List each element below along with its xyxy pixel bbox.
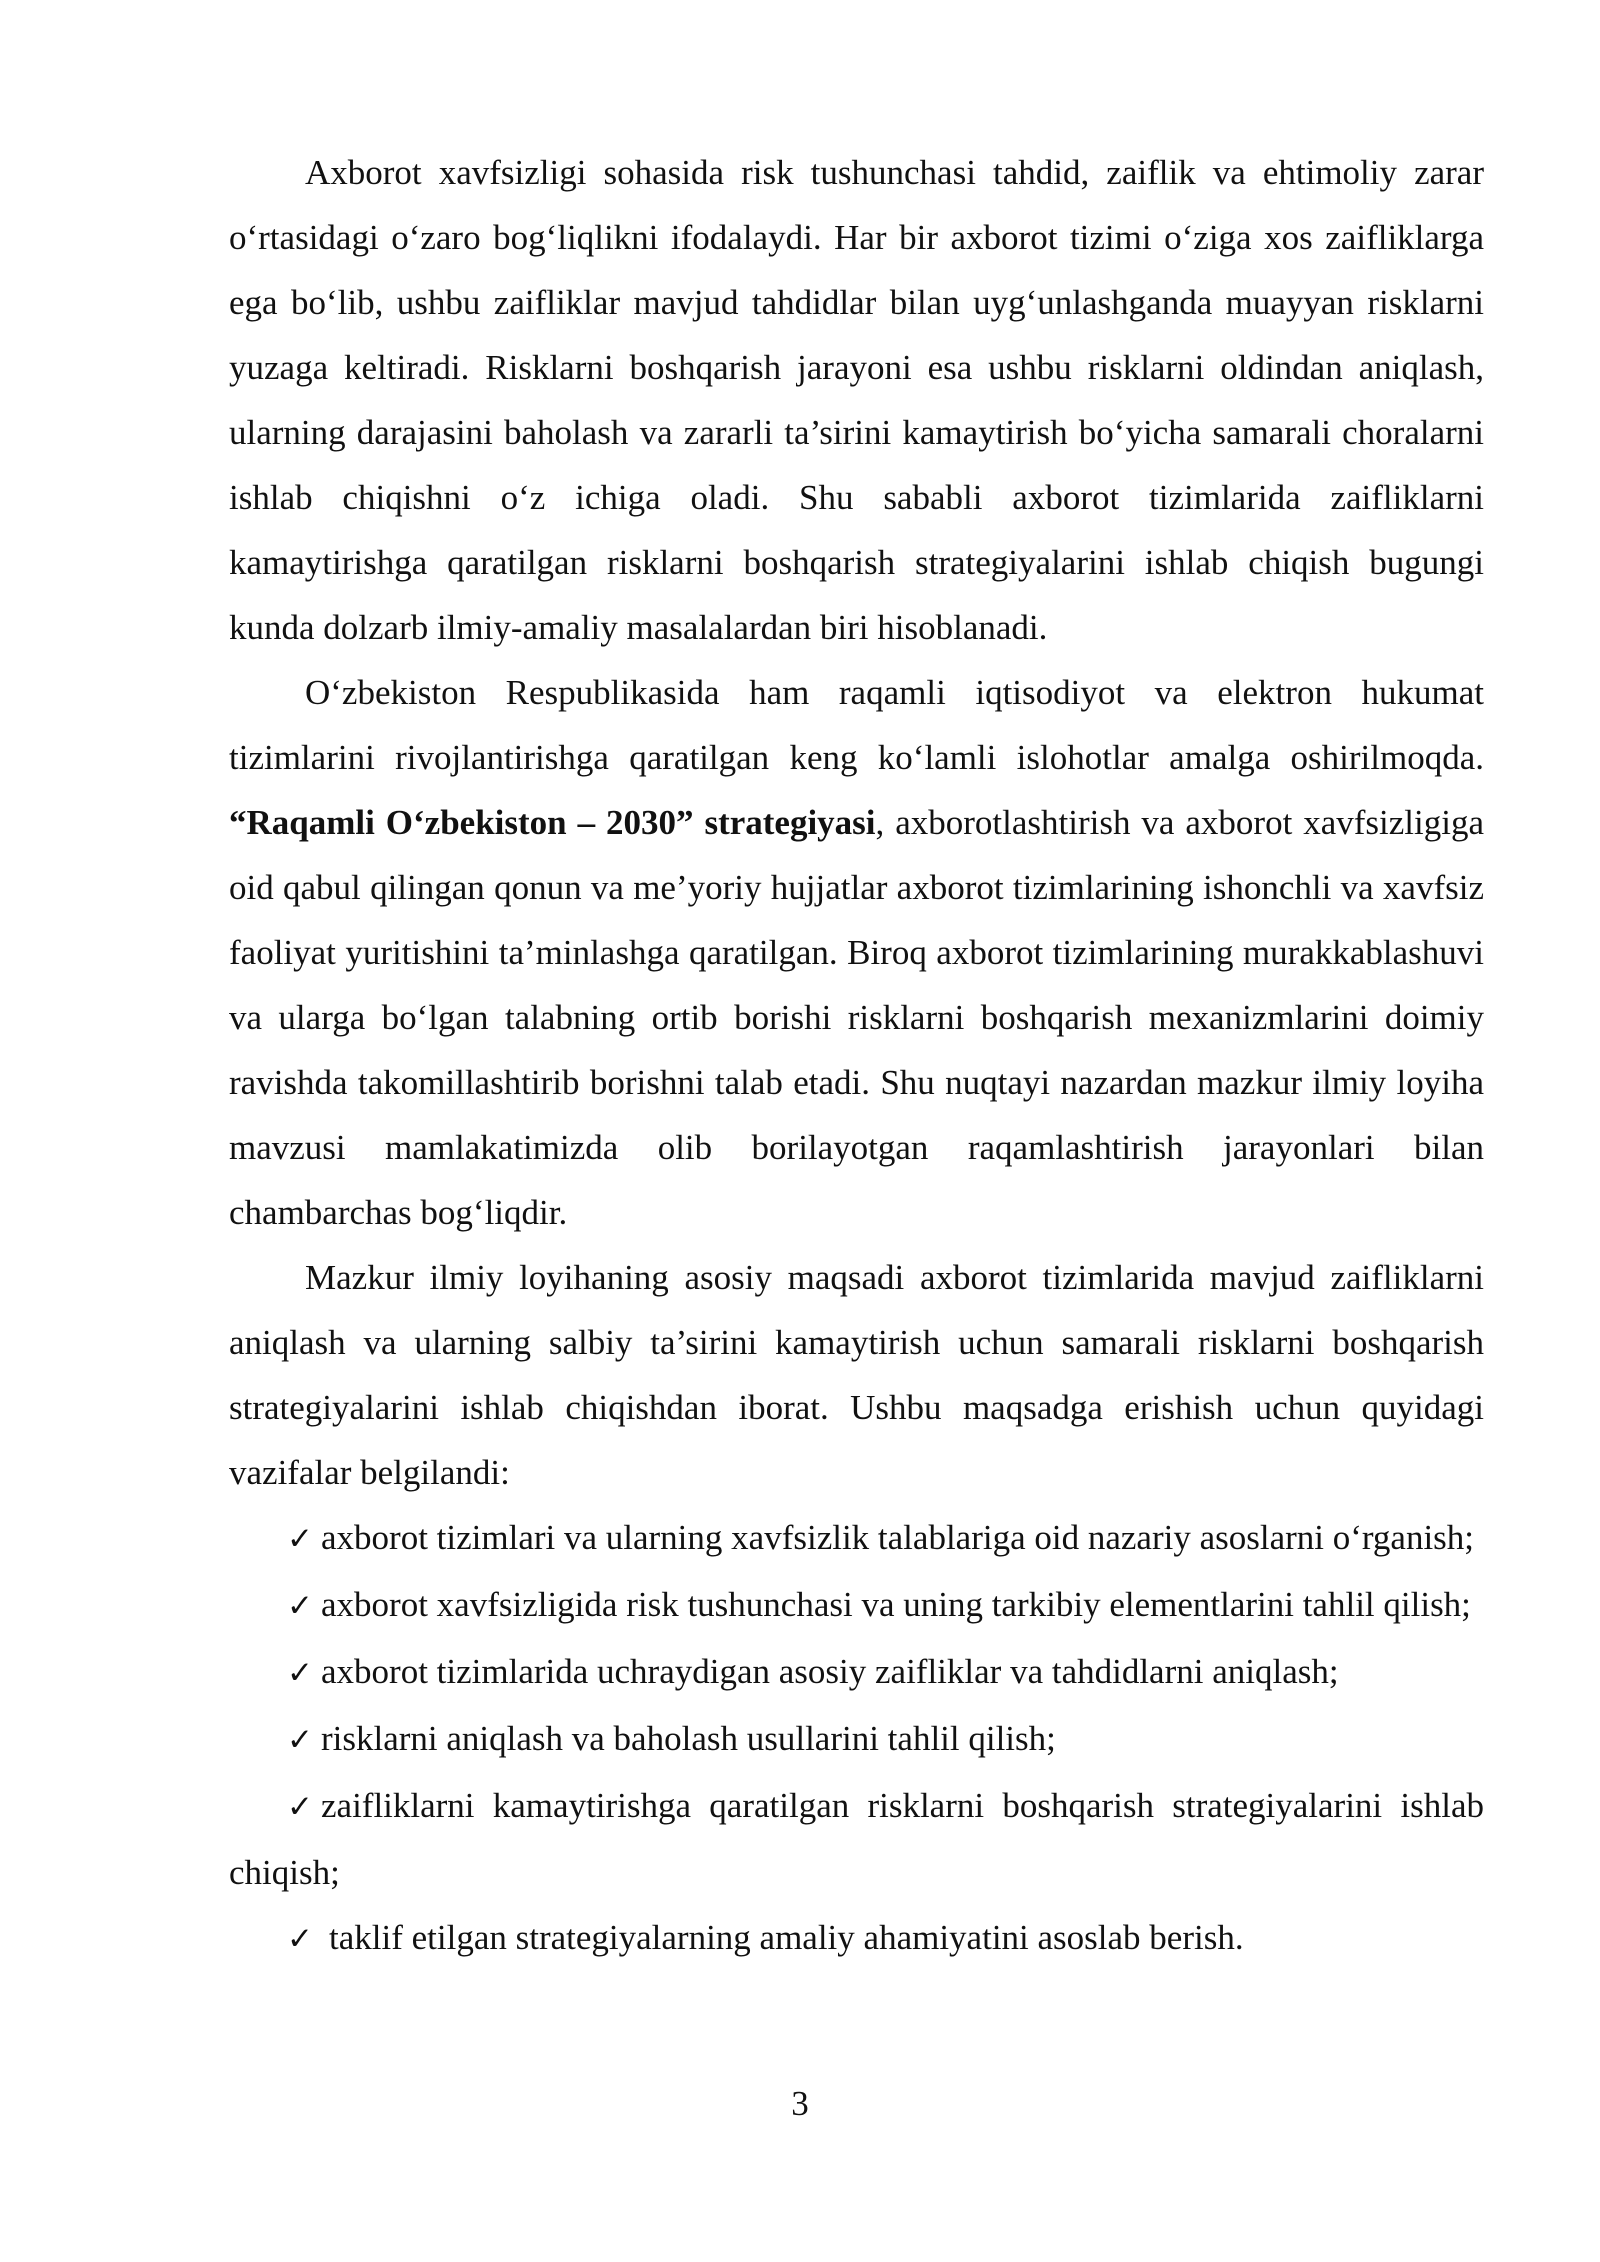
task-item: [229, 1706, 1484, 1773]
check-icon: ✓: [287, 1789, 313, 1825]
task-item: [229, 1773, 1484, 1905]
task-list: [229, 1505, 1484, 1972]
strategy-title-bold: “Raqamli O‘zbekiston – 2030” strategiyasi: [229, 803, 876, 842]
task-text: axborot tizimlarida uchraydigan asosiy zaifliklar va tahdidlarni aniqlash;: [321, 1652, 1339, 1691]
check-icon: ✓: [287, 1921, 313, 1957]
paragraph-risk-concept: Axborot xavfsizligi sohasida risk tushunchasi tahdid, zaiflik va ehtimoliy zarar o‘rtasidagi o‘zaro bog‘liqlikni ifodalaydi. Har bir axborot tizimi o‘ziga xos zaifliklarga ega bo‘lib, ushbu zaifliklar mavjud tahdidlar bilan uyg‘unlashganda muayyan risklarni yuzaga keltiradi. Risklarni boshqarish jarayoni esa ushbu risklarni oldindan aniqlash, ularning darajasini baholash va zararli ta’sirini kamaytirish bo‘yicha samarali choralarni ishlab chiqishni o‘z ichiga oladi. Shu sababli axborot tizimlarida zaifliklarni kamaytirishga qaratilgan risklarni boshqarish strategiyalarini ishlab chiqish bugungi kunda dolzarb ilmiy-amaliy masalalardan biri hisoblanadi.: [229, 153, 1484, 647]
paragraph-uzbekistan-reforms: [229, 660, 1484, 1245]
task-item: [229, 1505, 1484, 1572]
check-icon: ✓: [287, 1722, 313, 1758]
task-text: risklarni aniqlash va baholash usullarini tahlil qilish;: [321, 1719, 1056, 1758]
task-text: zaifliklarni kamaytirishga qaratilgan risklarni boshqarish strategiyalarini ishlab chiqish;: [229, 1786, 1484, 1892]
task-item: [229, 1572, 1484, 1639]
check-icon: ✓: [287, 1655, 313, 1691]
page-number: 3: [791, 2084, 809, 2123]
task-text: axborot tizimlari va ularning xavfsizlik talablariga oid nazariy asoslarni o‘rganish;: [321, 1518, 1475, 1557]
task-text: taklif etilgan strategiyalarning amaliy ahamiyatini asoslab berish.: [329, 1918, 1244, 1957]
paragraph-project-goal: Mazkur ilmiy loyihaning asosiy maqsadi axborot tizimlarida mavjud zaifliklarni aniqlash va ularning salbiy ta’sirini kamaytirish uchun samarali risklarni boshqarish strategiyalarini ishlab chiqishdan iborat. Ushbu maqsadga erishish uchun quyidagi vazifalar belgilandi:: [229, 1258, 1484, 1492]
check-icon: ✓: [287, 1588, 313, 1624]
check-icon: ✓: [287, 1521, 313, 1557]
paragraph-uzbekistan-reforms-start: O‘zbekiston Respublikasida ham raqamli iqtisodiyot va elektron hukumat tizimlarini rivojlantirishga qaratilgan keng ko‘lamli islohotlar amalga oshirilmoqda.: [229, 673, 1484, 777]
task-text: axborot xavfsizligida risk tushunchasi va uning tarkibiy elementlarini tahlil qilish;: [321, 1585, 1471, 1624]
document-page: [229, 140, 1484, 1972]
task-item: [229, 1639, 1484, 1706]
paragraph-uzbekistan-reforms-end: , axborotlashtirish va axborot xavfsizligiga oid qabul qilingan qonun va me’yoriy hujjatlar axborot tizimlarining ishonchli va xavfsiz faoliyat yuritishini ta’minlashga qaratilgan. Biroq axborot tizimlarining murakkablashuvi va ularga bo‘lgan talabning ortib borishi risklarni boshqarish mexanizmlarini doimiy ravishda takomillashtirib borishni talab etadi. Shu nuqtayi nazardan mazkur ilmiy loyiha mavzusi mamlakatimizda olib borilayotgan raqamlashtirish jarayonlari bilan chambarchas bog‘liqdir.: [229, 803, 1485, 1232]
task-item: [229, 1905, 1484, 1972]
